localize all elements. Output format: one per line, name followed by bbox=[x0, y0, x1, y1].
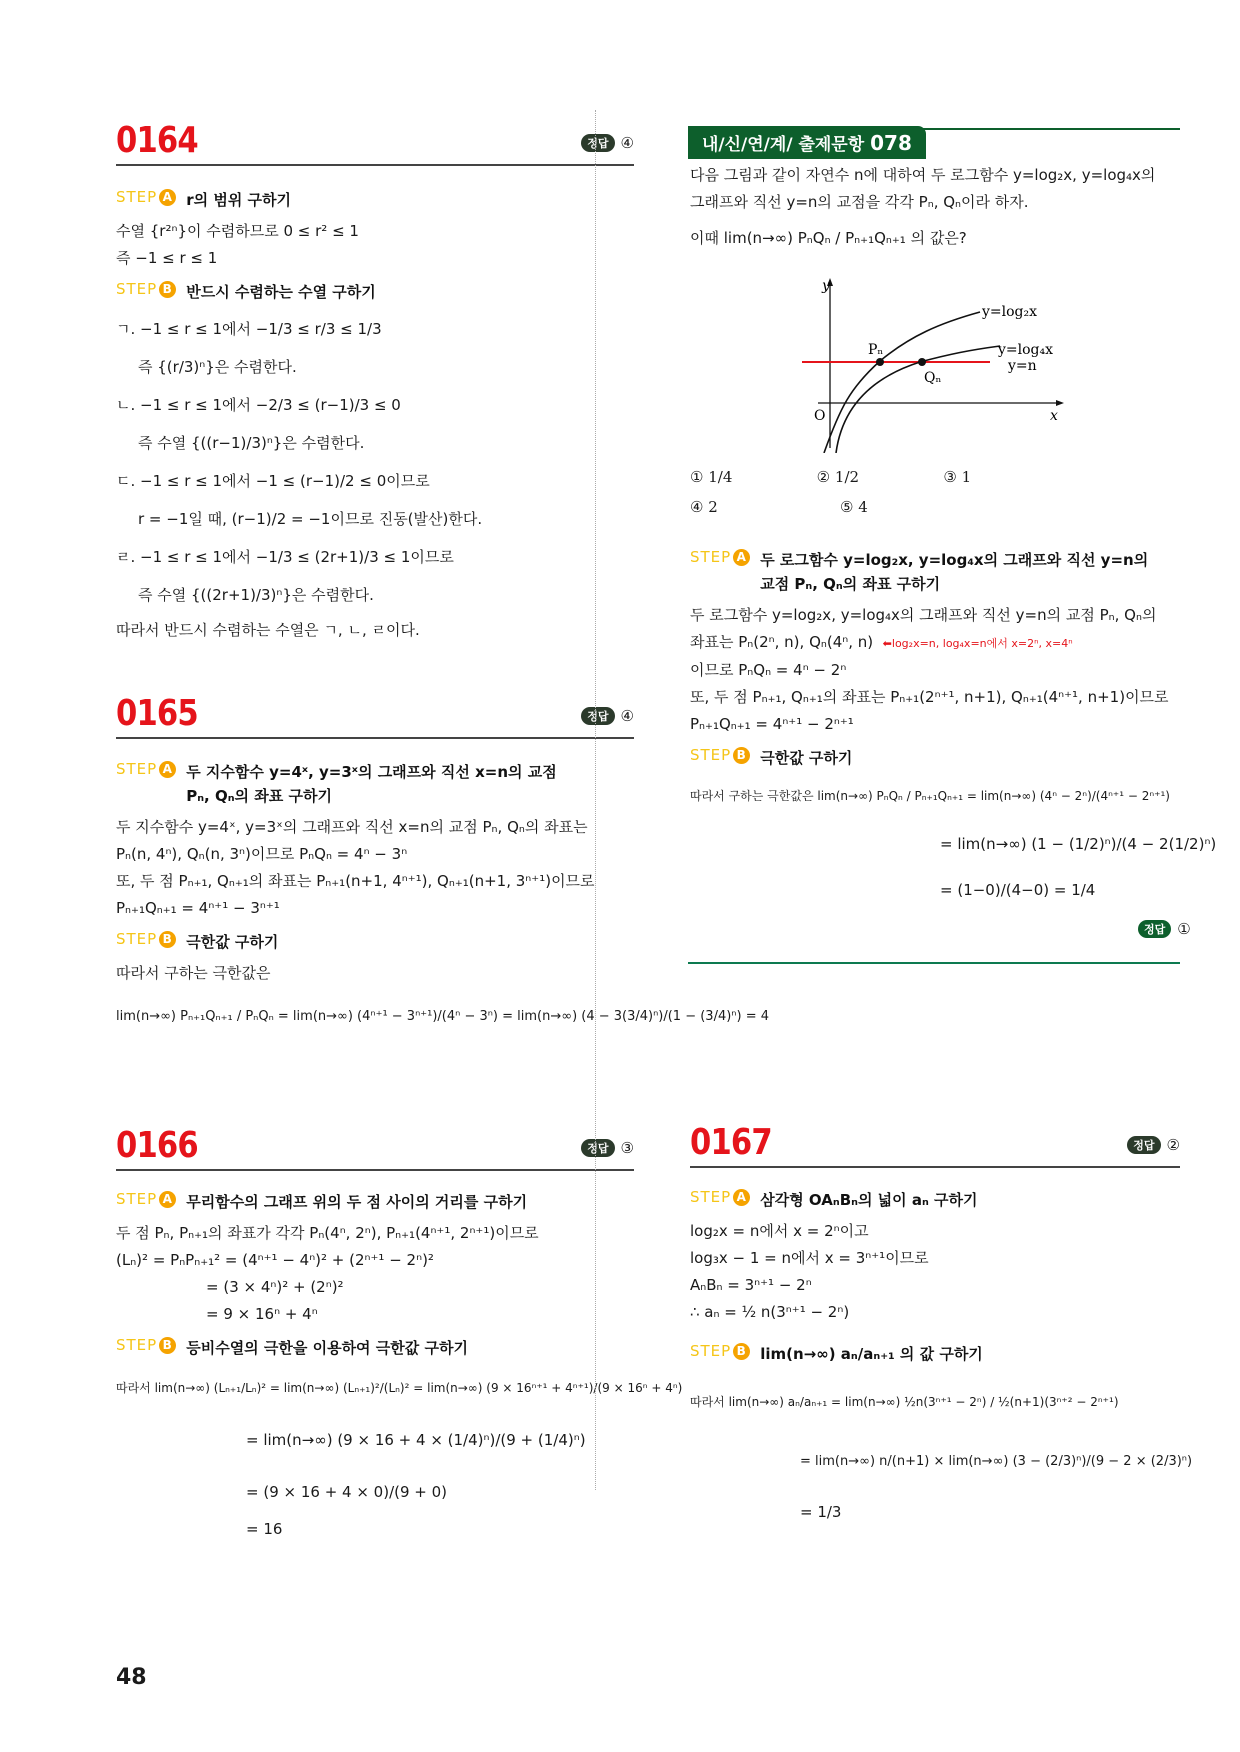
x-axis-label: x bbox=[1050, 408, 1058, 424]
step-title: lim(n→∞) aₙ/aₙ₊₁ 의 값 구하기 bbox=[760, 1345, 983, 1363]
log-graph bbox=[800, 278, 1080, 453]
solution-line: 즉 수열 {((r−1)/3)ⁿ}은 수렴한다. bbox=[138, 434, 365, 452]
solution-0166 bbox=[116, 1182, 683, 1544]
answer-label: 정답 bbox=[581, 707, 614, 725]
step-badge: B bbox=[733, 1343, 750, 1360]
solution-line: = lim(n→∞) n/(n+1) × lim(n→∞) (3 − (2/3)ⁿ)/(9 − 2 × (2/3)ⁿ) bbox=[800, 1454, 1193, 1469]
answer-label: 정답 bbox=[1138, 920, 1171, 938]
problem-line: 이때 lim(n→∞) PₙQₙ / Pₙ₊₁Qₙ₊₁ 의 값은? bbox=[690, 229, 967, 247]
solution-line: = (1−0)/(4−0) = 1/4 bbox=[940, 881, 1096, 899]
question-number: 0165 bbox=[116, 693, 198, 734]
answer-label: 정답 bbox=[581, 1139, 614, 1157]
solution-line: 두 지수함수 y=4ˣ, y=3ˣ의 그래프와 직선 x=n의 교점 Pₙ, Qₙ의 좌표는 bbox=[116, 818, 588, 836]
step-title: 반드시 수렴하는 수열 구하기 bbox=[186, 283, 376, 301]
solution-line: = lim(n→∞) (9 × 16 + 4 × (1/4)ⁿ)/(9 + (1/4)ⁿ) bbox=[246, 1431, 586, 1449]
solution-line: 이므로 PₙQₙ = 4ⁿ − 2ⁿ bbox=[690, 661, 847, 679]
related-answer-badge bbox=[1138, 920, 1191, 938]
solution-0167 bbox=[690, 1180, 1193, 1532]
step-label: STEP bbox=[116, 1190, 158, 1208]
step-b bbox=[690, 1342, 1190, 1366]
step-badge: A bbox=[733, 549, 750, 566]
line-label: y=n bbox=[1008, 358, 1037, 374]
answer-value: ② bbox=[1166, 1136, 1180, 1154]
solution-0164 bbox=[116, 180, 636, 646]
origin-label: O bbox=[814, 408, 826, 424]
question-header-0167 bbox=[690, 1122, 1180, 1168]
related-problem-banner bbox=[688, 126, 926, 159]
step-title: 두 지수함수 y=4ˣ, y=3ˣ의 그래프와 직선 x=n의 교점 Pₙ, Qₙ의 좌표 구하기 bbox=[186, 763, 557, 805]
question-header-0164 bbox=[116, 120, 634, 166]
solution-line: 수열 {r²ⁿ}이 수렴하므로 0 ≤ r² ≤ 1 bbox=[116, 222, 359, 240]
solution-line: r = −1일 때, (r−1)/2 = −1이므로 진동(발산)한다. bbox=[138, 510, 483, 528]
choice-5[interactable]: ⑤ 4 bbox=[840, 498, 868, 516]
question-number: 0166 bbox=[116, 1125, 198, 1166]
solution-line: 따라서 lim(n→∞) (Lₙ₊₁/Lₙ)² = lim(n→∞) (Lₙ₊₁)²/(Lₙ)² = lim(n→∞) (9 × 16ⁿ⁺¹ + 4ⁿ⁺¹)/(9 × 16ⁿ + 4ⁿ) bbox=[116, 1381, 683, 1395]
solution-line: 따라서 구하는 극한값은 bbox=[116, 964, 271, 982]
solution-line: Pₙ₊₁Qₙ₊₁ = 4ⁿ⁺¹ − 3ⁿ⁺¹ bbox=[116, 899, 280, 917]
question-number: 0164 bbox=[116, 120, 198, 161]
solution-line: = 1/3 bbox=[800, 1503, 842, 1521]
step-badge: A bbox=[159, 189, 176, 206]
step-title: r의 범위 구하기 bbox=[186, 191, 292, 209]
solution-line: Pₙ₊₁Qₙ₊₁ = 4ⁿ⁺¹ − 2ⁿ⁺¹ bbox=[690, 715, 854, 733]
curve1-label: y=log₂x bbox=[982, 304, 1038, 320]
related-bottom-rule bbox=[688, 962, 1180, 964]
solution-line: 따라서 반드시 수렴하는 수열은 ㄱ, ㄴ, ㄹ이다. bbox=[116, 621, 420, 639]
answer-label: 정답 bbox=[581, 134, 614, 152]
solution-line: log₂x = n에서 x = 2ⁿ이고 bbox=[690, 1222, 869, 1240]
step-b bbox=[116, 1336, 636, 1360]
solution-line: 따라서 lim(n→∞) aₙ/aₙ₊₁ = lim(n→∞) ½n(3ⁿ⁺¹ − 2ⁿ) / ½(n+1)(3ⁿ⁺² − 2ⁿ⁺¹) bbox=[690, 1395, 1119, 1409]
solution-line: ㄴ. −1 ≤ r ≤ 1에서 −2/3 ≤ (r−1)/3 ≤ 0 bbox=[116, 396, 401, 414]
answer-value: ① bbox=[1177, 920, 1191, 938]
solution-line: 즉 −1 ≤ r ≤ 1 bbox=[116, 249, 218, 267]
answer-label: 정답 bbox=[1127, 1136, 1160, 1154]
solution-line: 좌표는 Pₙ(2ⁿ, n), Qₙ(4ⁿ, n) ⬅log₂x=n, log₄x=n에서 x=2ⁿ, x=4ⁿ bbox=[690, 633, 1073, 651]
solution-line: lim(n→∞) Pₙ₊₁Qₙ₊₁ / PₙQₙ = lim(n→∞) (4ⁿ⁺¹ − 3ⁿ⁺¹)/(4ⁿ − 3ⁿ) = lim(n→∞) (4 − 3(3/4)ⁿ)/(1 − (3/4)ⁿ) = 4 bbox=[116, 1009, 769, 1024]
solution-line: = 9 × 16ⁿ + 4ⁿ bbox=[206, 1305, 318, 1323]
answer-value: ④ bbox=[620, 134, 634, 152]
choice-2[interactable]: ② 1/2 bbox=[816, 468, 860, 486]
solution-line: log₃x − 1 = n에서 x = 3ⁿ⁺¹이므로 bbox=[690, 1249, 929, 1267]
solution-line: = (9 × 16 + 4 × 0)/(9 + 0) bbox=[246, 1483, 448, 1501]
solution-line: 또, 두 점 Pₙ₊₁, Qₙ₊₁의 좌표는 Pₙ₊₁(n+1, 4ⁿ⁺¹), Qₙ₊₁(n+1, 3ⁿ⁺¹)이므로 bbox=[116, 872, 595, 890]
step-badge: B bbox=[159, 1337, 176, 1354]
step-b bbox=[690, 746, 1190, 770]
answer-badge bbox=[581, 134, 634, 152]
solution-line: AₙBₙ = 3ⁿ⁺¹ − 2ⁿ bbox=[690, 1276, 812, 1294]
solution-line: 두 점 Pₙ, Pₙ₊₁의 좌표가 각각 Pₙ(4ⁿ, 2ⁿ), Pₙ₊₁(4ⁿ⁺¹, 2ⁿ⁺¹)이므로 bbox=[116, 1224, 539, 1242]
column-divider bbox=[595, 110, 596, 1490]
step-badge: B bbox=[733, 747, 750, 764]
step-title: 무리함수의 그래프 위의 두 점 사이의 거리를 구하기 bbox=[186, 1193, 528, 1211]
question-header-0166 bbox=[116, 1125, 634, 1171]
solution-line: ㄷ. −1 ≤ r ≤ 1에서 −1 ≤ (r−1)/2 ≤ 0이므로 bbox=[116, 472, 430, 490]
point-q-label: Qₙ bbox=[924, 370, 942, 386]
step-badge: B bbox=[159, 931, 176, 948]
step-a bbox=[690, 1188, 1190, 1212]
step-a bbox=[116, 188, 636, 212]
banner-title: 내/신/연/계/ 출제문항 bbox=[702, 135, 865, 155]
solution-line: ㄹ. −1 ≤ r ≤ 1에서 −1/3 ≤ (2r+1)/3 ≤ 1이므로 bbox=[116, 548, 454, 566]
solution-line: (Lₙ)² = PₙPₙ₊₁² = (4ⁿ⁺¹ − 4ⁿ)² + (2ⁿ⁺¹ − 2ⁿ)² bbox=[116, 1251, 434, 1269]
solution-line: 두 로그함수 y=log₂x, y=log₄x의 그래프와 직선 y=n의 교점 Pₙ, Qₙ의 bbox=[690, 606, 1157, 624]
solution-line: ∴ aₙ = ½ n(3ⁿ⁺¹ − 2ⁿ) bbox=[690, 1303, 850, 1321]
point-p-label: Pₙ bbox=[868, 342, 884, 358]
step-label: STEP bbox=[116, 930, 158, 948]
choice-1[interactable]: ① 1/4 bbox=[690, 468, 733, 486]
answer-badge bbox=[581, 707, 634, 725]
step-title: 극한값 구하기 bbox=[186, 933, 279, 951]
solution-line: = lim(n→∞) (1 − (1/2)ⁿ)/(4 − 2(1/2)ⁿ) bbox=[940, 835, 1217, 853]
choice-3[interactable]: ③ 1 bbox=[943, 468, 972, 486]
question-number: 0167 bbox=[690, 1122, 772, 1163]
step-label: STEP bbox=[116, 280, 158, 298]
page-number: 48 bbox=[116, 1665, 147, 1690]
solution-0165 bbox=[116, 752, 769, 1047]
answer-value: ③ bbox=[620, 1139, 634, 1157]
step-a bbox=[116, 1190, 636, 1214]
problem-line: 다음 그림과 같이 자연수 n에 대하여 두 로그함수 y=log₂x, y=log₄x의 bbox=[690, 166, 1156, 184]
step-badge: B bbox=[159, 281, 176, 298]
step-label: STEP bbox=[690, 1188, 732, 1206]
step-b bbox=[116, 280, 636, 304]
step-badge: A bbox=[733, 1189, 750, 1206]
step-title: 등비수열의 극한을 이용하여 극한값 구하기 bbox=[186, 1339, 468, 1357]
answer-badge bbox=[581, 1139, 634, 1157]
solution-line: = 16 bbox=[246, 1520, 283, 1538]
related-problem bbox=[690, 162, 1190, 260]
answer-choices bbox=[690, 462, 1070, 522]
curve2-label: y=log₄x bbox=[998, 342, 1054, 358]
banner-number: 078 bbox=[870, 131, 912, 155]
step-a bbox=[116, 760, 636, 808]
step-label: STEP bbox=[690, 548, 732, 566]
step-title: 극한값 구하기 bbox=[760, 749, 853, 767]
step-label: STEP bbox=[116, 760, 158, 778]
step-a bbox=[690, 548, 1190, 596]
y-axis-label: y bbox=[822, 278, 830, 294]
question-header-0165 bbox=[116, 693, 634, 739]
step-title: 삼각형 OAₙBₙ의 넓이 aₙ 구하기 bbox=[760, 1191, 978, 1209]
step-label: STEP bbox=[690, 1342, 732, 1360]
step-badge: A bbox=[159, 761, 176, 778]
step-label: STEP bbox=[690, 746, 732, 764]
choice-4[interactable]: ④ 2 bbox=[690, 498, 718, 516]
solution-line: 즉 {(r/3)ⁿ}은 수렴한다. bbox=[138, 358, 297, 376]
answer-badge bbox=[1127, 1136, 1180, 1154]
step-badge: A bbox=[159, 1191, 176, 1208]
solution-line: Pₙ(n, 4ⁿ), Qₙ(n, 3ⁿ)이므로 PₙQₙ = 4ⁿ − 3ⁿ bbox=[116, 845, 408, 863]
solution-line: 또, 두 점 Pₙ₊₁, Qₙ₊₁의 좌표는 Pₙ₊₁(2ⁿ⁺¹, n+1), Qₙ₊₁(4ⁿ⁺¹, n+1)이므로 bbox=[690, 688, 1169, 706]
solution-line: 따라서 구하는 극한값은 lim(n→∞) PₙQₙ / Pₙ₊₁Qₙ₊₁ = lim(n→∞) (4ⁿ − 2ⁿ)/(4ⁿ⁺¹ − 2ⁿ⁺¹) bbox=[690, 789, 1170, 803]
note: ⬅log₂x=n, log₄x=n에서 x=2ⁿ, x=4ⁿ bbox=[882, 637, 1073, 650]
problem-line: 그래프와 직선 y=n의 교점을 각각 Pₙ, Qₙ이라 하자. bbox=[690, 193, 1029, 211]
answer-value: ④ bbox=[620, 707, 634, 725]
step-b bbox=[116, 930, 636, 954]
solution-line: ㄱ. −1 ≤ r ≤ 1에서 −1/3 ≤ r/3 ≤ 1/3 bbox=[116, 320, 382, 338]
step-label: STEP bbox=[116, 188, 158, 206]
solution-line: = (3 × 4ⁿ)² + (2ⁿ)² bbox=[206, 1278, 344, 1296]
related-solution bbox=[690, 540, 1217, 908]
solution-line: 즉 수열 {((2r+1)/3)ⁿ}은 수렴한다. bbox=[138, 586, 374, 604]
step-title: 두 로그함수 y=log₂x, y=log₄x의 그래프와 직선 y=n의 교점 Pₙ, Qₙ의 좌표 구하기 bbox=[760, 551, 1149, 593]
step-label: STEP bbox=[116, 1336, 158, 1354]
